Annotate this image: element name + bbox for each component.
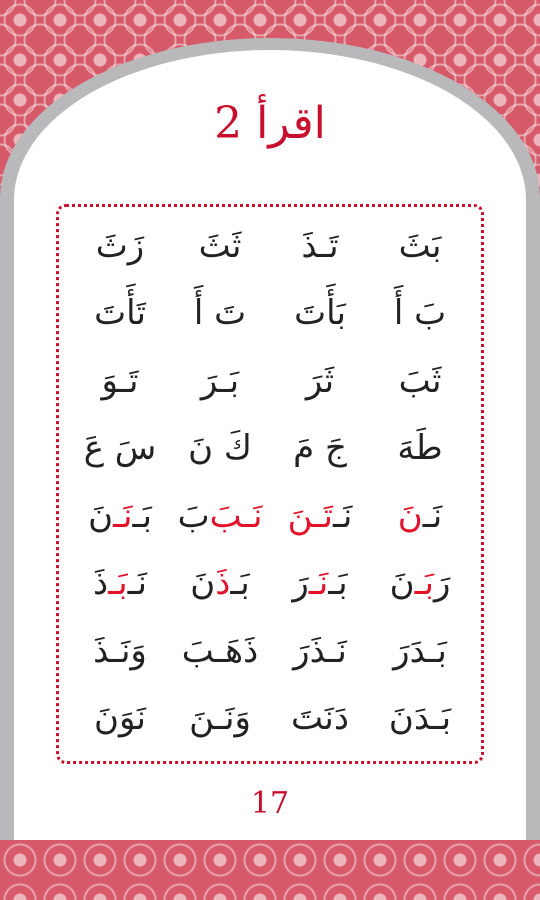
syllable-text: بَـ (132, 495, 152, 536)
syllable-text: ذَ (93, 563, 109, 604)
syllable-cell (170, 482, 270, 550)
syllable-text: نَ (389, 563, 415, 604)
syllable-cell (70, 415, 170, 483)
syllable-text: رَ (292, 563, 309, 604)
syllable-cell (370, 280, 470, 348)
syllable-text: بَثَ (398, 225, 442, 266)
syllable-cell (170, 280, 270, 348)
syllable-text: نَوَنَ (94, 698, 146, 739)
syllable-text: دَنَتَ (291, 698, 349, 739)
syllable-text: وَنَـنَ (189, 698, 251, 739)
syllable-text: بَأَتَ (294, 293, 346, 334)
syllable-text: رَ (434, 563, 451, 604)
highlighted-letter: ذَ (215, 563, 231, 604)
highlighted-letter: نَـ (113, 495, 133, 536)
syllable-text: جَ مَ (293, 428, 347, 469)
syllable-cell (270, 617, 370, 685)
syllable-cell (270, 482, 370, 550)
syllable-cell (370, 482, 470, 550)
syllable-text: ذَهَـبَ (181, 630, 259, 671)
syllable-text: وَنَـذَ (93, 630, 147, 671)
syllable-cell (370, 347, 470, 415)
highlighted-letter: بَـ (414, 563, 434, 604)
syllable-text: ثَثَ (198, 225, 242, 266)
highlighted-letter: نَ (397, 495, 423, 536)
decorative-pattern-footer (0, 840, 540, 900)
syllable-cell (170, 212, 270, 280)
syllable-cell (370, 415, 470, 483)
syllable-text: نَ (88, 495, 114, 536)
syllable-cell (370, 685, 470, 753)
syllable-text: بَـ (230, 563, 250, 604)
syllable-text: نَـ (332, 495, 353, 536)
page-title: اقرأ 2 (214, 98, 326, 149)
syllable-text: ثَبَ (398, 360, 442, 401)
syllable-cell (70, 212, 170, 280)
syllable-text: تَـذَ (301, 225, 339, 266)
syllable-text: نَـذَرَ (293, 630, 347, 671)
syllable-cell (270, 347, 370, 415)
syllable-text: نَ (190, 563, 216, 604)
syllable-text: طَهَ (397, 428, 443, 469)
syllable-cell (370, 212, 470, 280)
syllable-text: بَـدَنَ (388, 698, 452, 739)
syllable-text: بَـدَرَ (393, 630, 447, 671)
highlighted-letter: تَـنَ (287, 495, 333, 536)
syllable-text: بَ (177, 495, 210, 536)
syllable-cell (170, 347, 270, 415)
letter-grid (70, 212, 470, 752)
syllable-cell (170, 550, 270, 618)
syllable-cell (170, 685, 270, 753)
syllable-cell (70, 280, 170, 348)
syllable-cell (70, 685, 170, 753)
syllable-text: تَ أَ (193, 293, 247, 334)
page-number: 17 (250, 786, 290, 821)
syllable-cell (70, 550, 170, 618)
syllable-text: بَـرَ (200, 360, 240, 401)
syllable-cell (270, 280, 370, 348)
syllable-text: بَـ (328, 563, 348, 604)
syllable-cell (270, 685, 370, 753)
syllable-cell (170, 617, 270, 685)
syllable-cell (270, 550, 370, 618)
syllable-text: سَ عَ (83, 428, 157, 469)
syllable-cell (70, 617, 170, 685)
syllable-cell (370, 550, 470, 618)
syllable-text: تَـوَ (101, 360, 139, 401)
syllable-text: بَ أَ (393, 293, 447, 334)
syllable-text: ثَرَ (305, 360, 335, 401)
syllable-cell (370, 617, 470, 685)
syllable-text: تَأَتَ (94, 293, 146, 334)
highlighted-letter: نَـ (308, 563, 329, 604)
syllable-text: زَثَ (95, 225, 145, 266)
syllable-text: نَـ (127, 563, 148, 604)
syllable-text: كَ نَ (188, 428, 252, 469)
syllable-cell (270, 415, 370, 483)
syllable-cell (70, 482, 170, 550)
highlighted-letter: نَـبَ (209, 495, 263, 536)
syllable-cell (270, 212, 370, 280)
highlighted-letter: بَـ (108, 563, 128, 604)
syllable-text: نَـ (422, 495, 443, 536)
syllable-cell (170, 415, 270, 483)
syllable-cell (70, 347, 170, 415)
